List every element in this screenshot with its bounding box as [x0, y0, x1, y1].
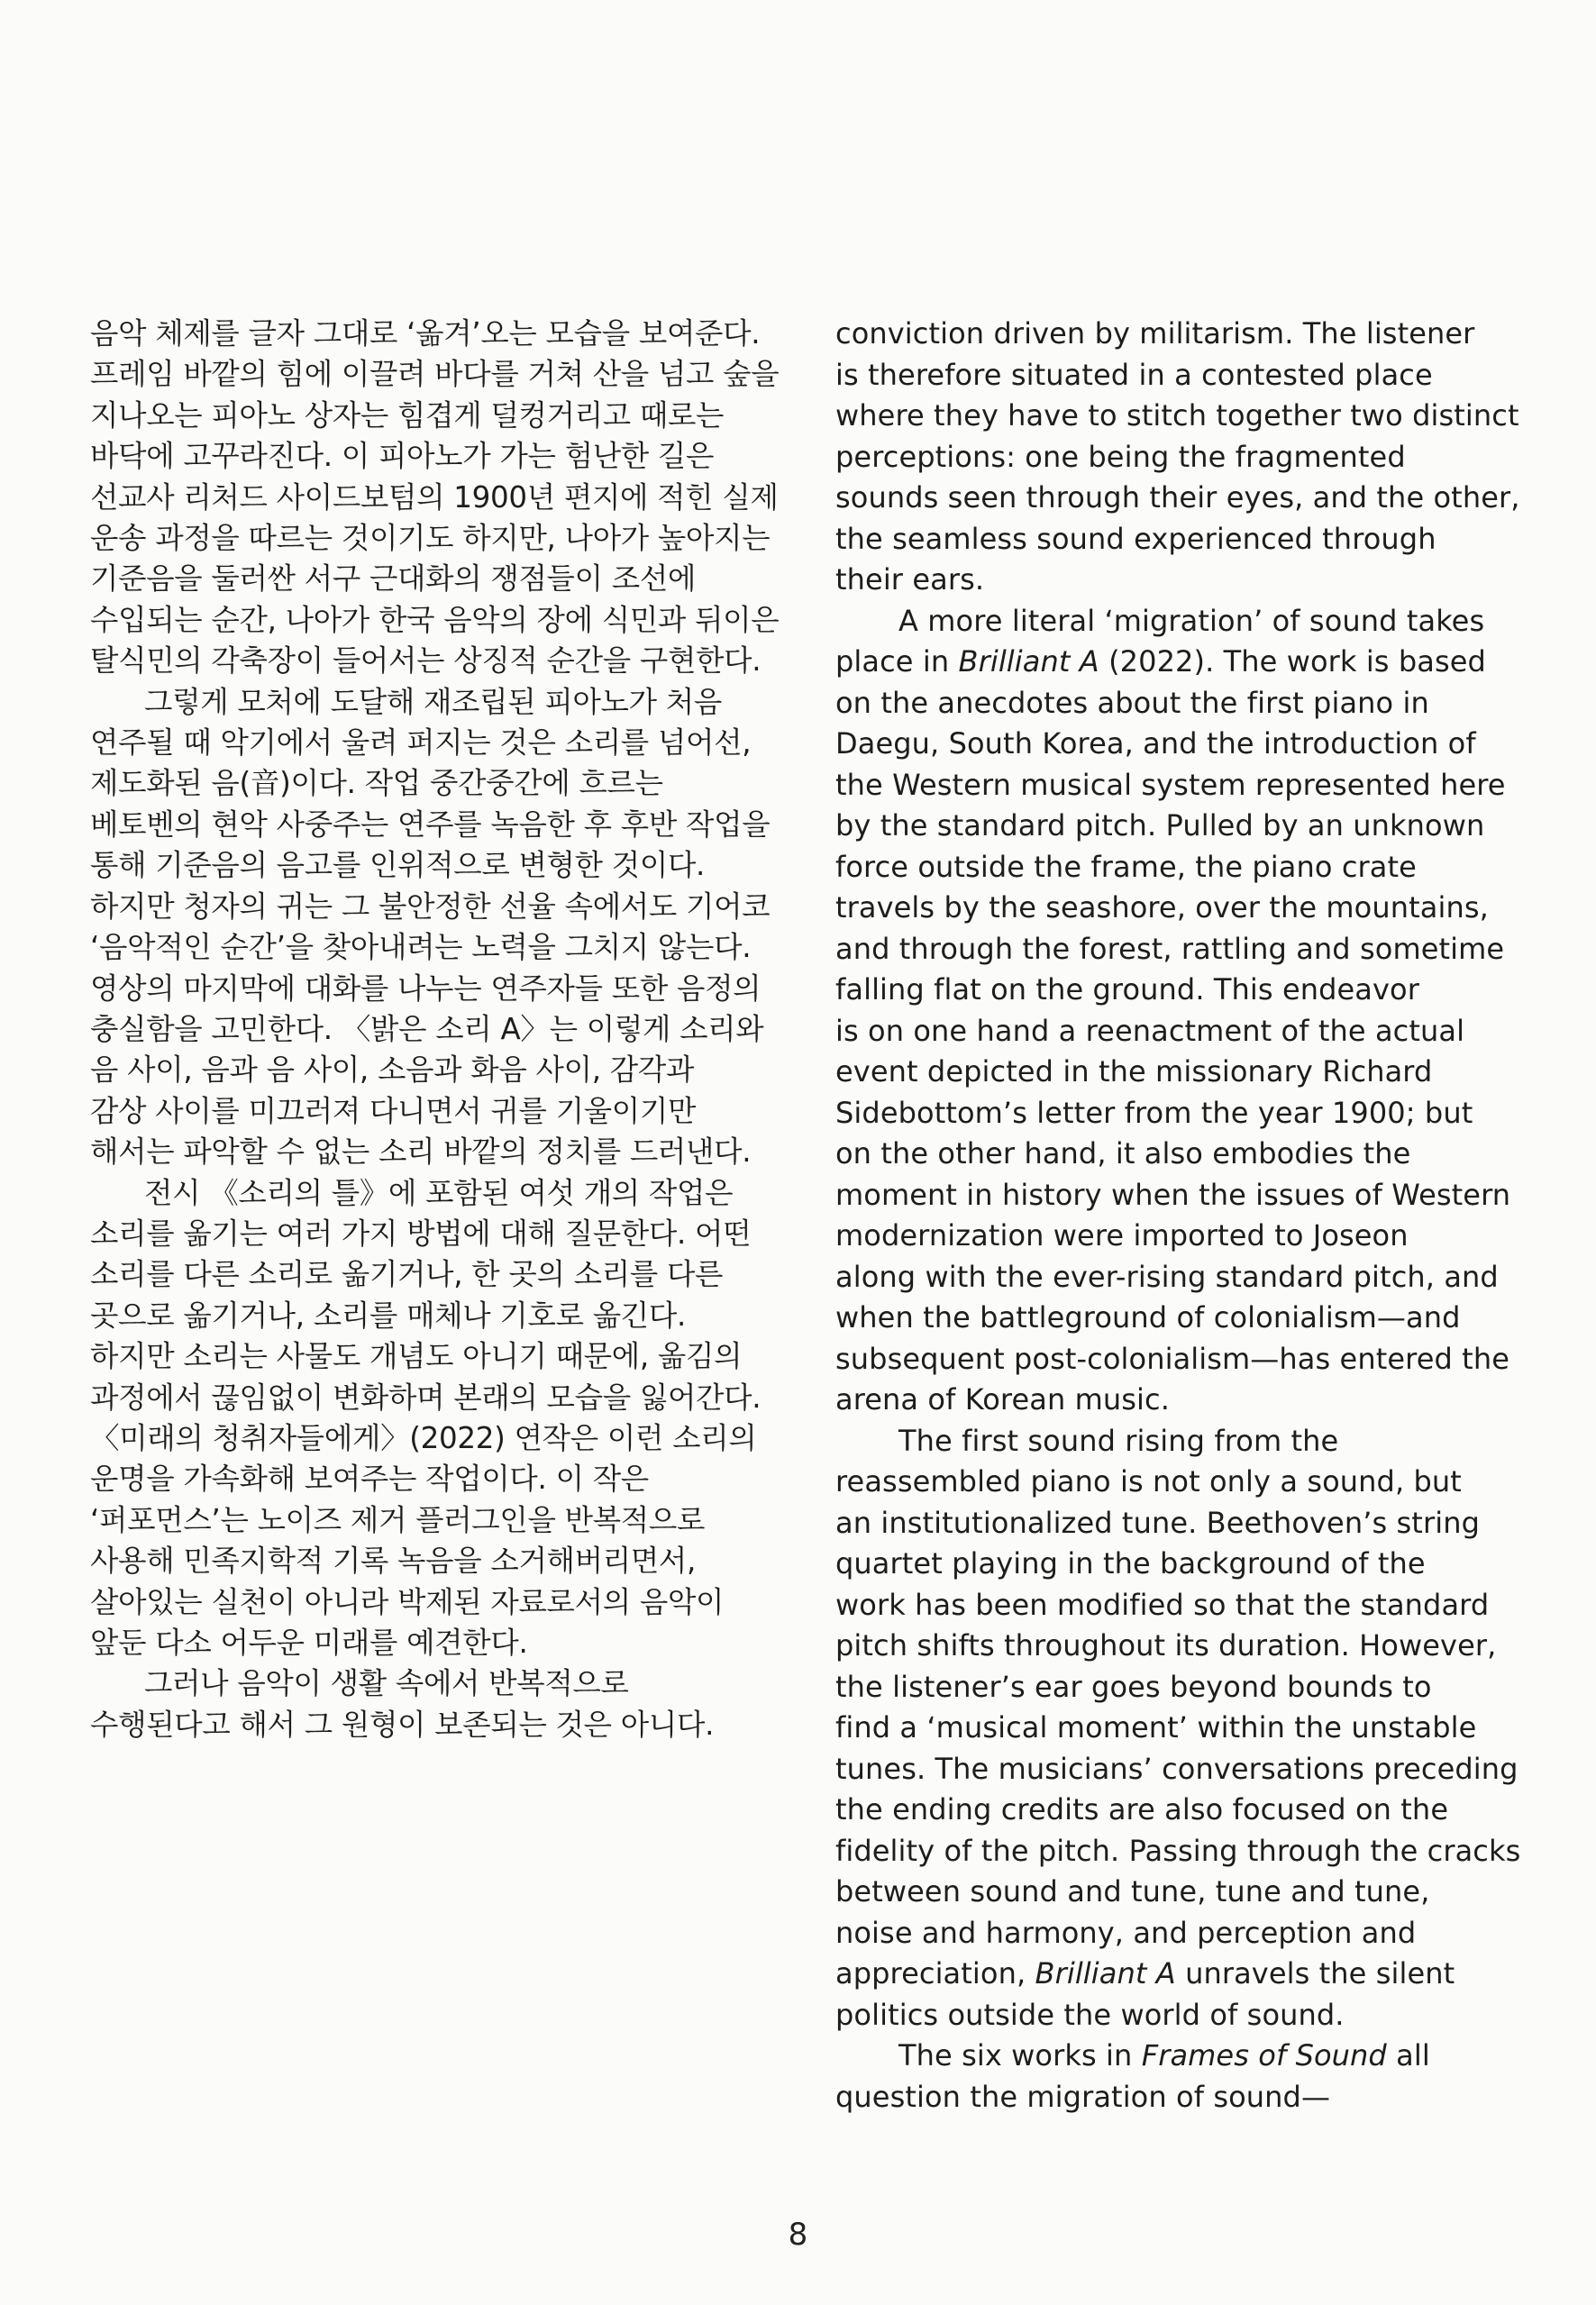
en-line: The first sound rising from the [898, 1423, 1339, 1458]
en-line: arena of Korean music. [835, 1382, 1170, 1417]
ko-line: 곳으로 옮기거나, 소리를 매체나 기호로 옮긴다. [90, 1298, 687, 1333]
en-line: Sidebottom’s letter from the year 1900; but [835, 1095, 1473, 1130]
ko-line: 소리를 다른 소리로 옮기거나, 한 곳의 소리를 다른 [90, 1257, 724, 1292]
en-line: by the standard pitch. Pulled by an unknown [835, 808, 1485, 843]
ko-line: 선교사 리처드 사이드보텀의 1900년 편지에 적힌 실제 [90, 479, 779, 515]
en-line: falling flat on the ground. This endeavor [835, 972, 1419, 1007]
ko-line: 앞둔 다소 어두운 미래를 예견한다. [90, 1626, 528, 1660]
en-line: find a ‘musical moment’ within the unstable [835, 1710, 1477, 1745]
ko-line: 해서는 파악할 수 없는 소리 바깥의 정치를 드러낸다. [90, 1134, 752, 1170]
en-line: on the anecdotes about the first piano in [835, 685, 1429, 720]
en-line: reassembled piano is not only a sound, but [835, 1464, 1462, 1499]
en-line: fidelity of the pitch. Passing through the cracks [835, 1833, 1521, 1868]
ko-line: 바닥에 고꾸라진다. 이 피아노가 가는 험난한 길은 [90, 439, 715, 474]
ko-line: 감상 사이를 미끄러져 다니면서 귀를 기울이기만 [90, 1093, 697, 1128]
ko-line: 음 사이, 음과 음 사이, 소음과 화음 사이, 감각과 [90, 1052, 695, 1088]
en-line: force outside the frame, the piano crate [835, 849, 1417, 884]
ko-line: 하지만 소리는 사물도 개념도 아니기 때문에, 옮김의 [90, 1339, 743, 1374]
en-line: modernization were imported to Joseon [835, 1218, 1409, 1253]
en-line: pitch shifts throughout its duration. However, [835, 1628, 1497, 1663]
ko-line: 살아있는 실천이 아니라 박제된 자료로서의 음악이 [90, 1584, 725, 1619]
english-text-column [835, 314, 1547, 2118]
ko-line: 프레임 바깥의 힘에 이끌려 바다를 거쳐 산을 넘고 숲을 [90, 357, 780, 392]
en-line: the ending credits are also focused on the [835, 1792, 1449, 1827]
en-line: conviction driven by militarism. The listener [835, 316, 1475, 351]
ko-line: 기준음을 둘러싼 서구 근대화의 쟁점들이 조선에 [90, 561, 697, 597]
ko-line: 탈식민의 각축장이 들어서는 상징적 순간을 구현한다. [90, 643, 762, 679]
ko-line: 〈미래의 청취자들에게〉(2022) 연작은 이런 소리의 [90, 1420, 757, 1455]
ko-line: 충실함을 고민한다. 〈밝은 소리 A〉는 이렇게 소리와 [90, 1011, 764, 1046]
work-title: Frames of Sound [1141, 2038, 1387, 2073]
en-line: The six works in Frames of Sound all [898, 2038, 1430, 2073]
en-line: is on one hand a reenactment of the actual [835, 1013, 1465, 1048]
en-line: an institutionalized tune. Beethoven’s string [835, 1505, 1480, 1540]
en-line: travels by the seashore, over the mountains, [835, 890, 1489, 925]
ko-line: 사용해 민족지학적 기록 녹음을 소거해버리면서, [90, 1544, 697, 1579]
en-line: and through the forest, rattling and sometime [835, 931, 1505, 966]
ko-line: 운명을 가속화해 보여주는 작업이다. 이 작은 [90, 1462, 649, 1497]
en-line: subsequent post-colonialism—has entered the [835, 1341, 1509, 1376]
ko-line: 베토벤의 현악 사중주는 연주를 녹음한 후 후반 작업을 [90, 806, 771, 842]
ko-line: 음악 체제를 글자 그대로 ‘옮겨’오는 모습을 보여준다. [90, 316, 761, 351]
en-line: is therefore situated in a contested place [835, 357, 1433, 392]
ko-line: 연주될 때 악기에서 울려 퍼지는 것은 소리를 넘어선, [90, 725, 752, 761]
en-line: on the other hand, it also embodies the [835, 1136, 1411, 1171]
en-line: appreciation, Brilliant A unravels the silent [835, 1956, 1455, 1991]
ko-line: 전시 《소리의 틀》에 포함된 여섯 개의 작업은 [144, 1175, 734, 1210]
en-line: work has been modified so that the standard [835, 1587, 1490, 1622]
ko-line: ‘퍼포먼스’는 노이즈 제거 플러그인을 반복적으로 [90, 1502, 706, 1537]
en-line: the listener’s ear goes beyond bounds to [835, 1669, 1432, 1704]
en-line: tunes. The musicians’ conversations preceding [835, 1751, 1518, 1786]
en-line: the seamless sound experienced through [835, 521, 1436, 556]
ko-line: 과정에서 끊임없이 변화하며 본래의 모습을 잃어간다. [90, 1380, 762, 1415]
ko-line: 운송 과정을 따르는 것이기도 하지만, 나아가 높아지는 [90, 521, 771, 556]
en-line: their ears. [835, 562, 985, 597]
ko-line: ‘음악적인 순간’을 찾아내려는 노력을 그치지 않는다. [90, 930, 752, 965]
en-line: where they have to stitch together two distinct [835, 398, 1519, 433]
ko-line: 수행된다고 해서 그 원형이 보존되는 것은 아니다. [90, 1707, 715, 1742]
en-line: A more literal ‘migration’ of sound takes [898, 603, 1485, 638]
en-line: question the migration of sound— [835, 2079, 1331, 2114]
korean-text-column [90, 314, 802, 1745]
en-line: along with the ever-rising standard pitch, and [835, 1259, 1499, 1294]
en-line: quartet playing in the background of the [835, 1546, 1426, 1581]
ko-line: 그러나 음악이 생활 속에서 반복적으로 [144, 1666, 629, 1701]
en-line: Daegu, South Korea, and the introduction of [835, 726, 1476, 761]
ko-line: 영상의 마지막에 대화를 나누는 연주자들 또한 음정의 [90, 970, 762, 1006]
page-number: 8 [788, 2217, 808, 2253]
en-line: perceptions: one being the fragmented [835, 439, 1406, 474]
work-title: Brilliant A [958, 644, 1099, 679]
en-line: moment in history when the issues of Western [835, 1177, 1511, 1212]
ko-line: 통해 기준음의 음고를 인위적으로 변형한 것이다. [90, 848, 706, 883]
en-line: the Western musical system represented here [835, 767, 1506, 802]
work-title: Brilliant A [1035, 1956, 1176, 1991]
en-line: when the battleground of colonialism—and [835, 1300, 1461, 1335]
ko-line: 수입되는 순간, 나아가 한국 음악의 장에 식민과 뒤이은 [90, 602, 780, 637]
ko-line: 제도화된 음(音)이다. 작업 중간중간에 흐르는 [90, 766, 663, 801]
en-line: sounds seen through their eyes, and the other, [835, 480, 1520, 515]
en-line: event depicted in the missionary Richard [835, 1054, 1433, 1089]
en-line: place in Brilliant A (2022). The work is based [835, 644, 1486, 679]
en-line: between sound and tune, tune and tune, [835, 1874, 1430, 1909]
ko-line: 지나오는 피아노 상자는 힘겹게 덜컹거리고 때로는 [90, 397, 725, 433]
en-line: noise and harmony, and perception and [835, 1915, 1417, 1950]
en-line: politics outside the world of sound. [835, 1997, 1345, 2032]
ko-line: 소리를 옮기는 여러 가지 방법에 대해 질문한다. 어떤 [90, 1216, 752, 1251]
ko-line: 하지만 청자의 귀는 그 불안정한 선율 속에서도 기어코 [90, 888, 771, 924]
ko-line: 그렇게 모처에 도달해 재조립된 피아노가 처음 [144, 684, 722, 719]
